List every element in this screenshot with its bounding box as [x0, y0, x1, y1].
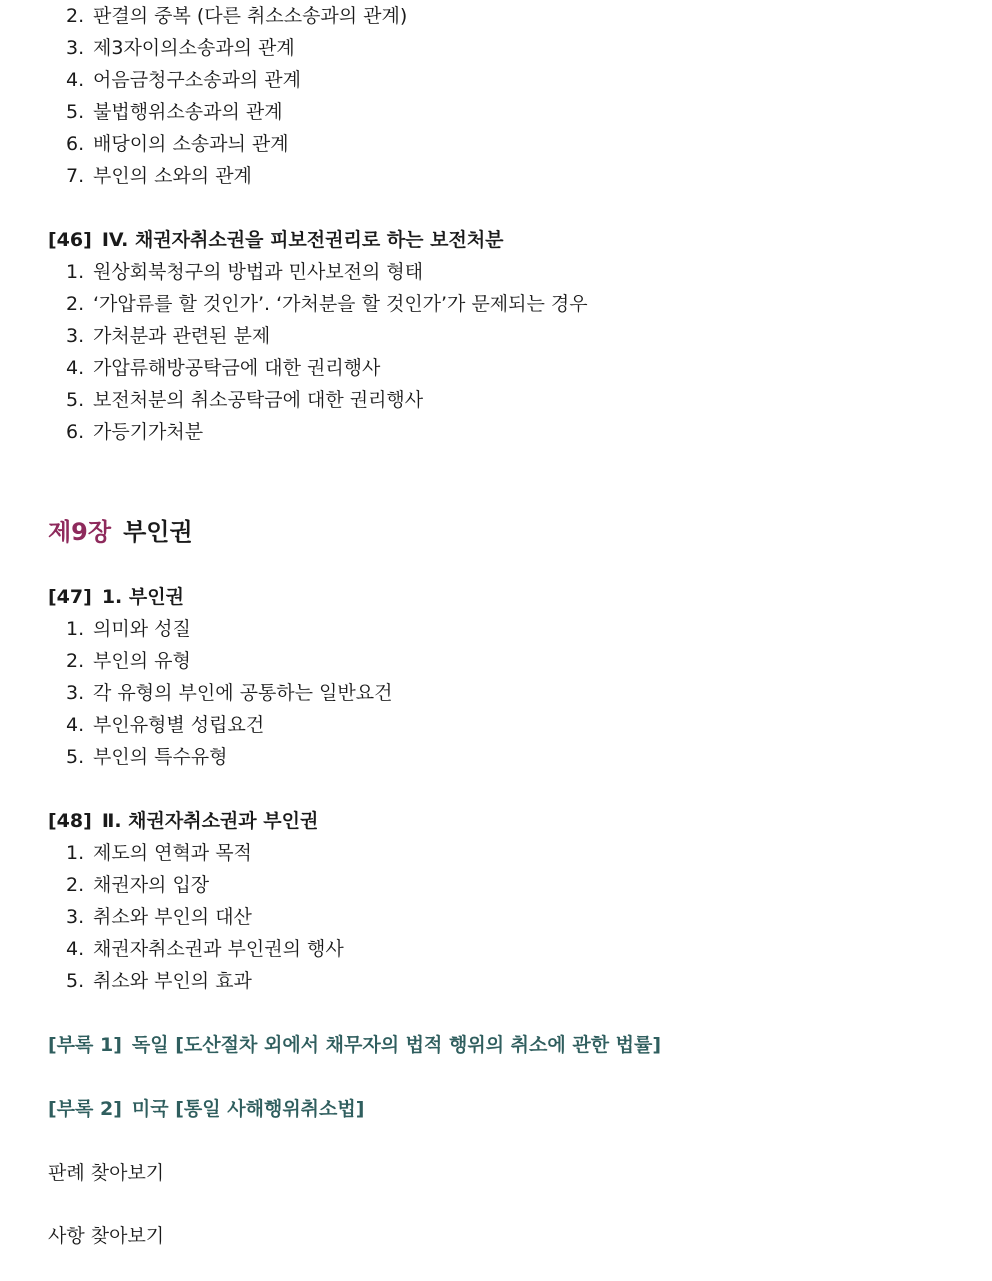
list-item	[66, 645, 392, 677]
item-number: 2.	[66, 874, 85, 896]
case-index-entry: 판례 찾아보기	[48, 1162, 165, 1184]
item-text: 가처분과 관련된 분제	[93, 325, 271, 347]
item-number: 3.	[66, 325, 85, 347]
item-number: 5.	[66, 970, 85, 992]
item-text: 가등기가처분	[93, 421, 204, 443]
section-46-list	[66, 256, 588, 448]
list-item	[66, 0, 407, 32]
item-number: 1.	[66, 618, 85, 640]
item-number: 4.	[66, 357, 85, 379]
section-number: [47]	[48, 586, 92, 608]
list-item	[66, 96, 407, 128]
item-text: 부인유형별 성립요건	[93, 714, 265, 736]
item-number: 4.	[66, 714, 85, 736]
list-item	[66, 288, 588, 320]
item-text: 의미와 성질	[93, 618, 191, 640]
item-text: 부인의 특수유형	[93, 746, 228, 768]
section-title: 1. 부인권	[101, 586, 184, 608]
list-item	[66, 352, 588, 384]
chapter-heading	[48, 512, 193, 552]
item-number: 4.	[66, 69, 85, 91]
item-text: ‘가압류를 할 것인가’. ‘가처분을 할 것인가’가 문제되는 경우	[93, 293, 588, 315]
chapter-label: 제9장	[48, 518, 112, 546]
item-text: 배당이의 소송과늬 관계	[93, 133, 289, 155]
item-number: 6.	[66, 421, 85, 443]
section-48-list	[66, 837, 344, 997]
item-number: 2.	[66, 293, 85, 315]
item-number: 3.	[66, 37, 85, 59]
list-item	[66, 64, 407, 96]
top-list	[66, 0, 407, 192]
item-number: 5.	[66, 389, 85, 411]
item-number: 1.	[66, 261, 85, 283]
chapter-title: 부인권	[123, 518, 193, 546]
item-text: 각 유형의 부인에 공통하는 일반요건	[93, 682, 393, 704]
list-item	[66, 320, 588, 352]
appendix-2-heading	[48, 1093, 364, 1125]
item-text: 보전처분의 취소공탁금에 대한 권리행사	[93, 389, 424, 411]
appendix-tag: [부록 2]	[48, 1098, 122, 1120]
list-item	[66, 869, 344, 901]
list-item	[66, 901, 344, 933]
list-item	[66, 837, 344, 869]
item-text: 원상회북청구의 방법과 민사보전의 형태	[93, 261, 424, 283]
list-item	[66, 741, 392, 773]
subject-index-entry: 사항 찾아보기	[48, 1225, 165, 1247]
list-item	[66, 709, 392, 741]
item-number: 3.	[66, 906, 85, 928]
appendix-1-heading	[48, 1029, 661, 1061]
list-item	[66, 613, 392, 645]
item-text: 취소와 부인의 효과	[93, 970, 252, 992]
list-item	[66, 32, 407, 64]
item-text: 취소와 부인의 대산	[93, 906, 252, 928]
list-item	[66, 256, 588, 288]
list-item	[66, 933, 344, 965]
item-number: 3.	[66, 682, 85, 704]
appendix-title: 미국 [통일 사해행위취소법]	[131, 1098, 365, 1120]
section-number: [48]	[48, 810, 92, 832]
appendix-tag: [부록 1]	[48, 1034, 122, 1056]
item-number: 5.	[66, 101, 85, 123]
item-number: 2.	[66, 5, 85, 27]
list-item	[66, 384, 588, 416]
section-heading-46	[48, 224, 504, 256]
item-text: 불법행위소송과의 관계	[93, 101, 283, 123]
item-number: 1.	[66, 842, 85, 864]
list-item	[66, 160, 407, 192]
list-item	[66, 128, 407, 160]
item-text: 제3자이의소송과의 관계	[93, 37, 295, 59]
section-47-list	[66, 613, 392, 773]
section-heading-47	[48, 581, 184, 613]
item-text: 판결의 중복 (다른 취소소송과의 관계)	[93, 5, 408, 27]
section-number: [46]	[48, 229, 92, 251]
item-text: 가압류해방공탁금에 대한 권리행사	[93, 357, 381, 379]
item-text: 제도의 연혁과 목적	[93, 842, 252, 864]
item-text: 부인의 소와의 관계	[93, 165, 252, 187]
section-heading-48	[48, 805, 318, 837]
item-number: 4.	[66, 938, 85, 960]
item-number: 5.	[66, 746, 85, 768]
list-item	[66, 677, 392, 709]
section-title: Ⅱ. 채권자취소권과 부인권	[101, 810, 319, 832]
item-text: 채권자취소권과 부인권의 행사	[93, 938, 344, 960]
list-item	[66, 965, 344, 997]
section-title: IV. 채권자취소권을 피보전권리로 하는 보전처분	[101, 229, 504, 251]
item-text: 부인의 유형	[93, 650, 191, 672]
list-item	[66, 416, 588, 448]
item-number: 2.	[66, 650, 85, 672]
item-number: 6.	[66, 133, 85, 155]
item-number: 7.	[66, 165, 85, 187]
item-text: 어음금청구소송과의 관계	[93, 69, 301, 91]
item-text: 채권자의 입장	[93, 874, 210, 896]
appendix-title: 독일 [도산절차 외에서 채무자의 법적 행위의 취소에 관한 법률]	[131, 1034, 662, 1056]
